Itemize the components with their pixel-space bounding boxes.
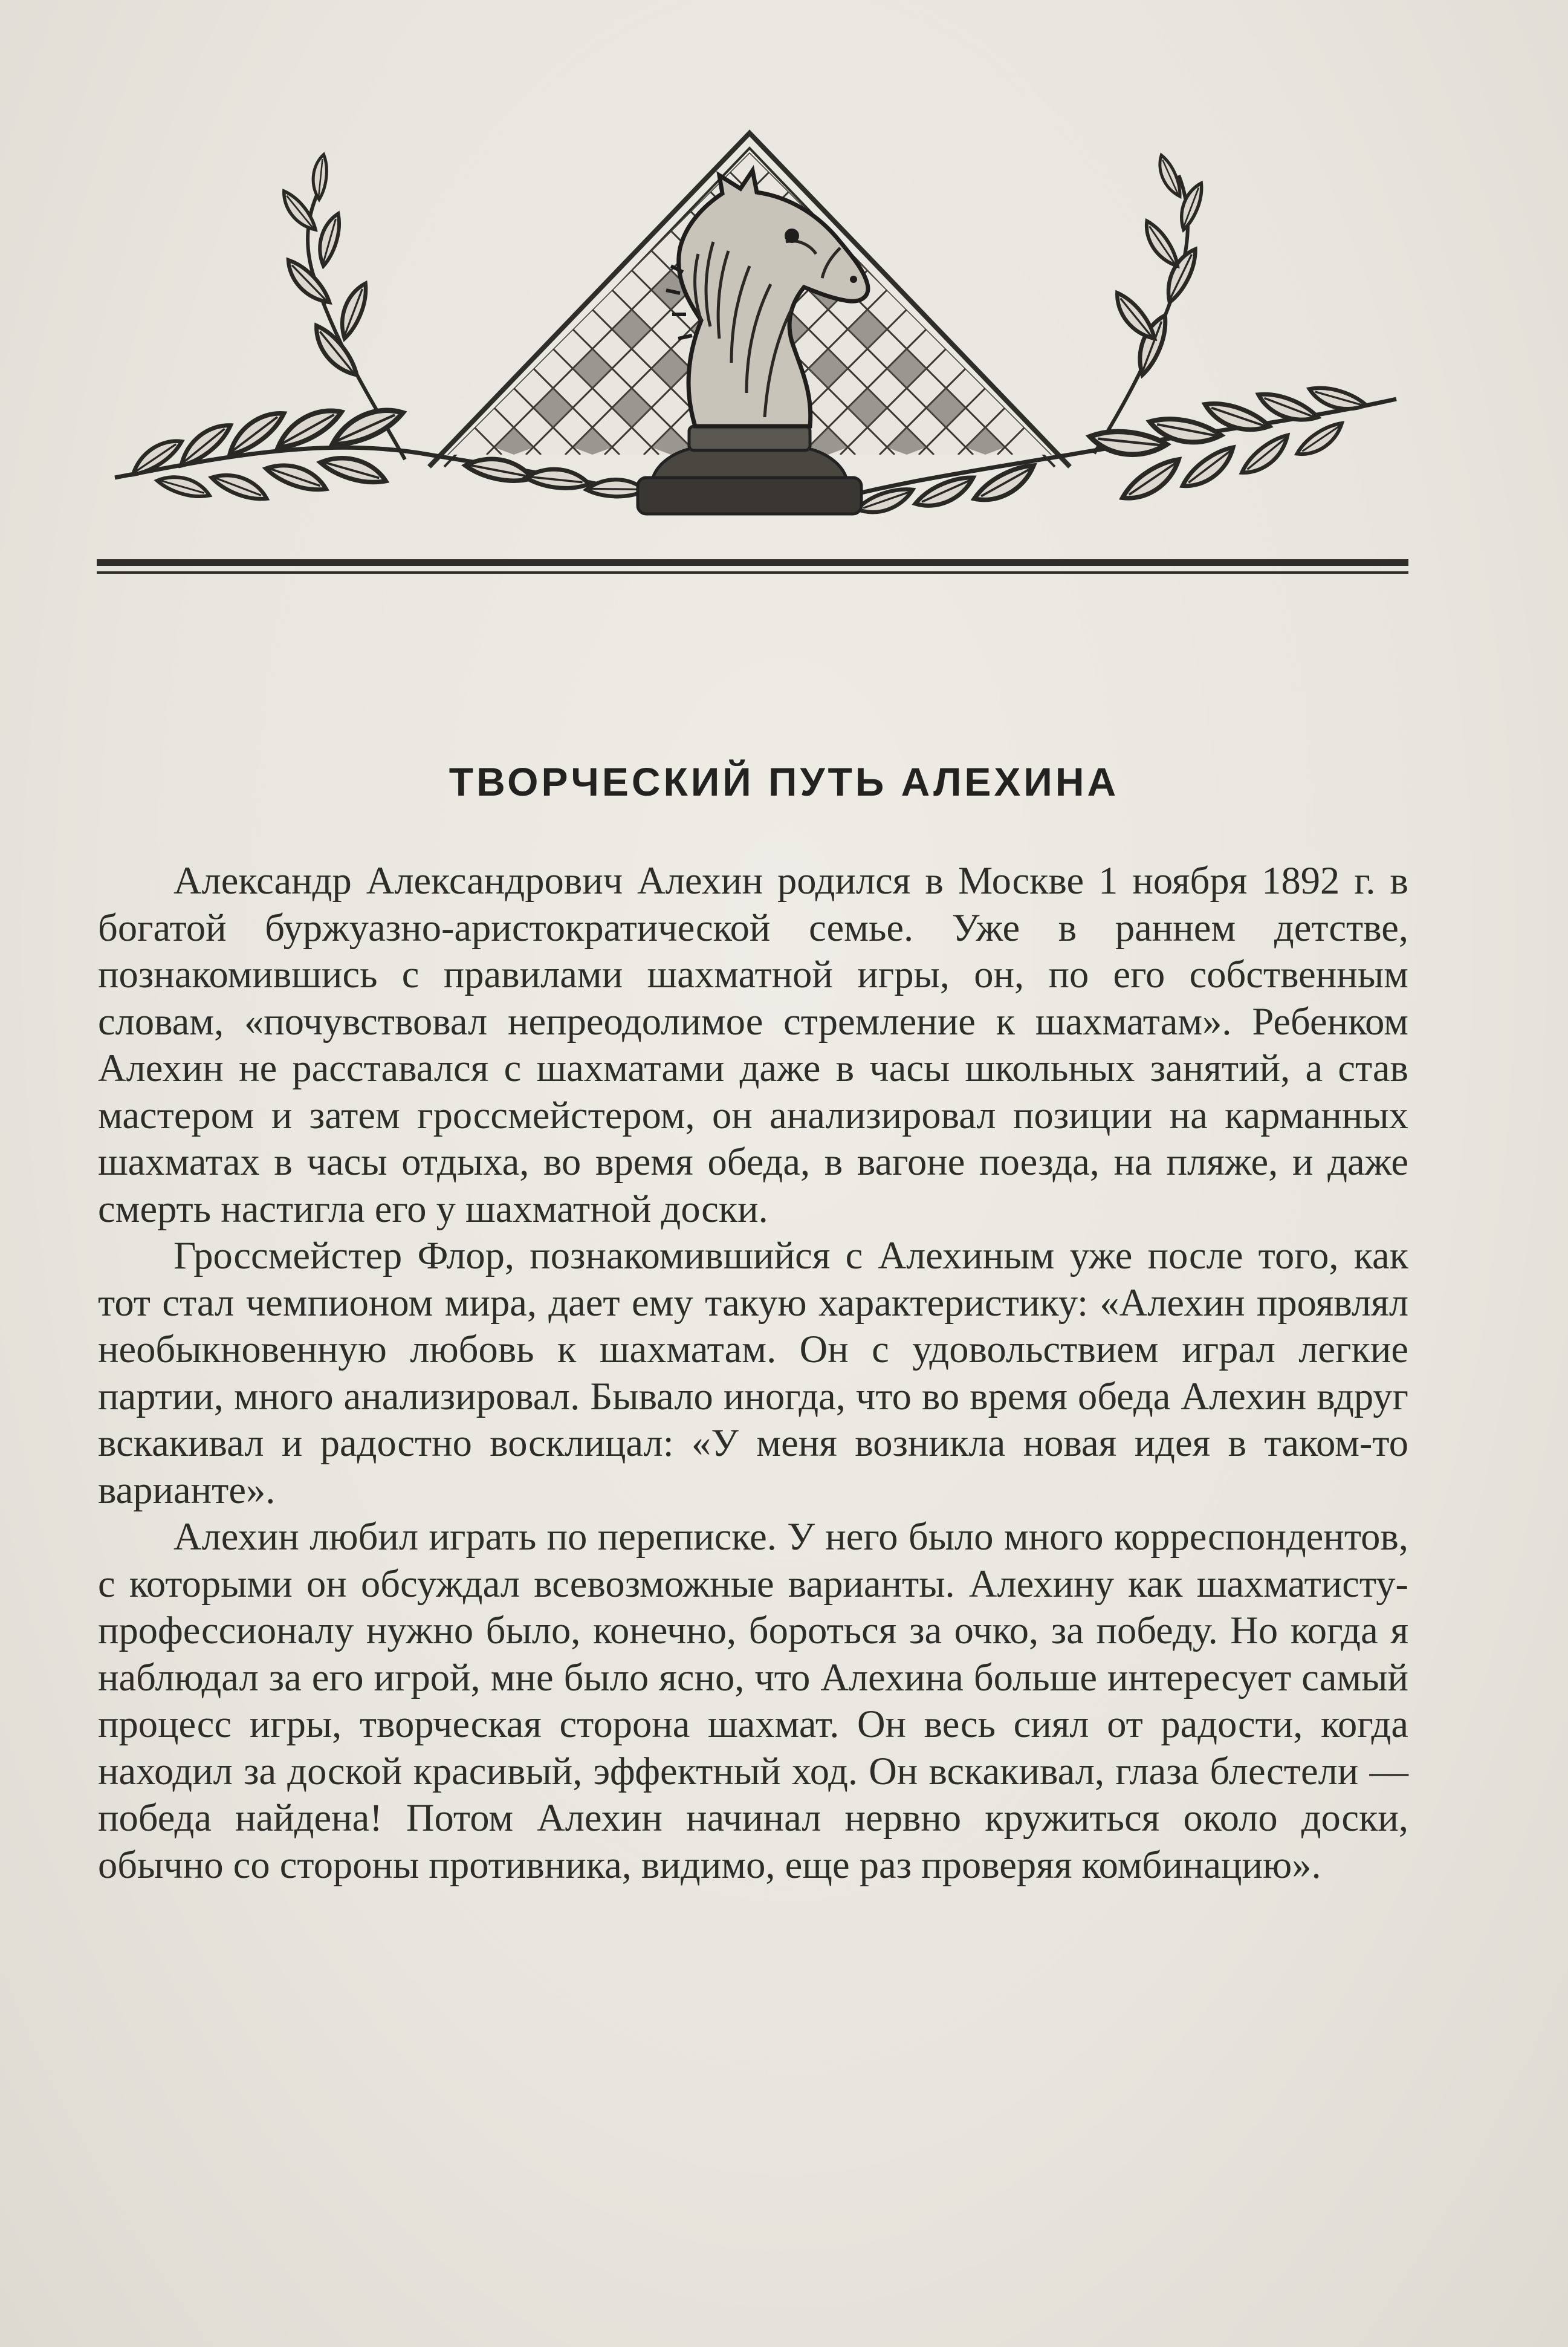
header-rule-thin [97,571,1408,574]
header-rule-thick [97,559,1408,566]
paragraph-1: Александр Александрович Алехин родился в Москве 1 ноября 1892 г. в богатой буржуазно-аристократической семье. Уже в раннем детстве, познакомившись с правилами шахматной игры, он, по его собственным словам, «почувствовал непреодолимое стремление к шахматам». Ребенком Алехин не расставался с шахматами даже в часы школьных занятий, а став мастером и затем гроссмейстером, он анализировал позиции на карманных шахматах в часы отдыха, во время обеда, в вагоне поезда, на пляже, и даже смерть настигла его у шахматной доски. [98,859,1408,1230]
paragraph-3: Алехин любил играть по переписке. У него было много корреспондентов, с которыми он обсуждал всевозможные варианты. Алехину как шахматисту-профессионалу нужно было, конечно, бороться за очко, за победу. Но когда я наблюдал за его игрой, мне было ясно, что Алехина больше интересует самый процесс игры, творческая сторона шахмат. Он весь сиял от радости, когда находил за доской красивый, эффектный ход. Он вскакивал, глаза блестели — победа найдена! Потом Алехин начинал нервно кружиться около доски, обычно со стороны противника, видимо, еще раз проверяя комбинацию». [98,1515,1408,1886]
paragraph-2: Гроссмейстер Флор, познакомившийся с Алехиным уже после того, как тот стал чемпионом мира, дает ему такую характеристику: «Алехин проявлял необыкновенную любовь к шахматам. Он с удовольствием играл легкие партии, много анализировал. Бывало иногда, что во время обеда Алехин вдруг вскакивал и радостно восклицал: «У меня возникла новая идея в таком-то варианте». [98,1234,1408,1511]
article-body [98,857,1408,1888]
article-title: ТВОРЧЕСКИЙ ПУТЬ АЛЕХИНА [449,759,1119,804]
chess-knight-vignette [91,121,1408,580]
